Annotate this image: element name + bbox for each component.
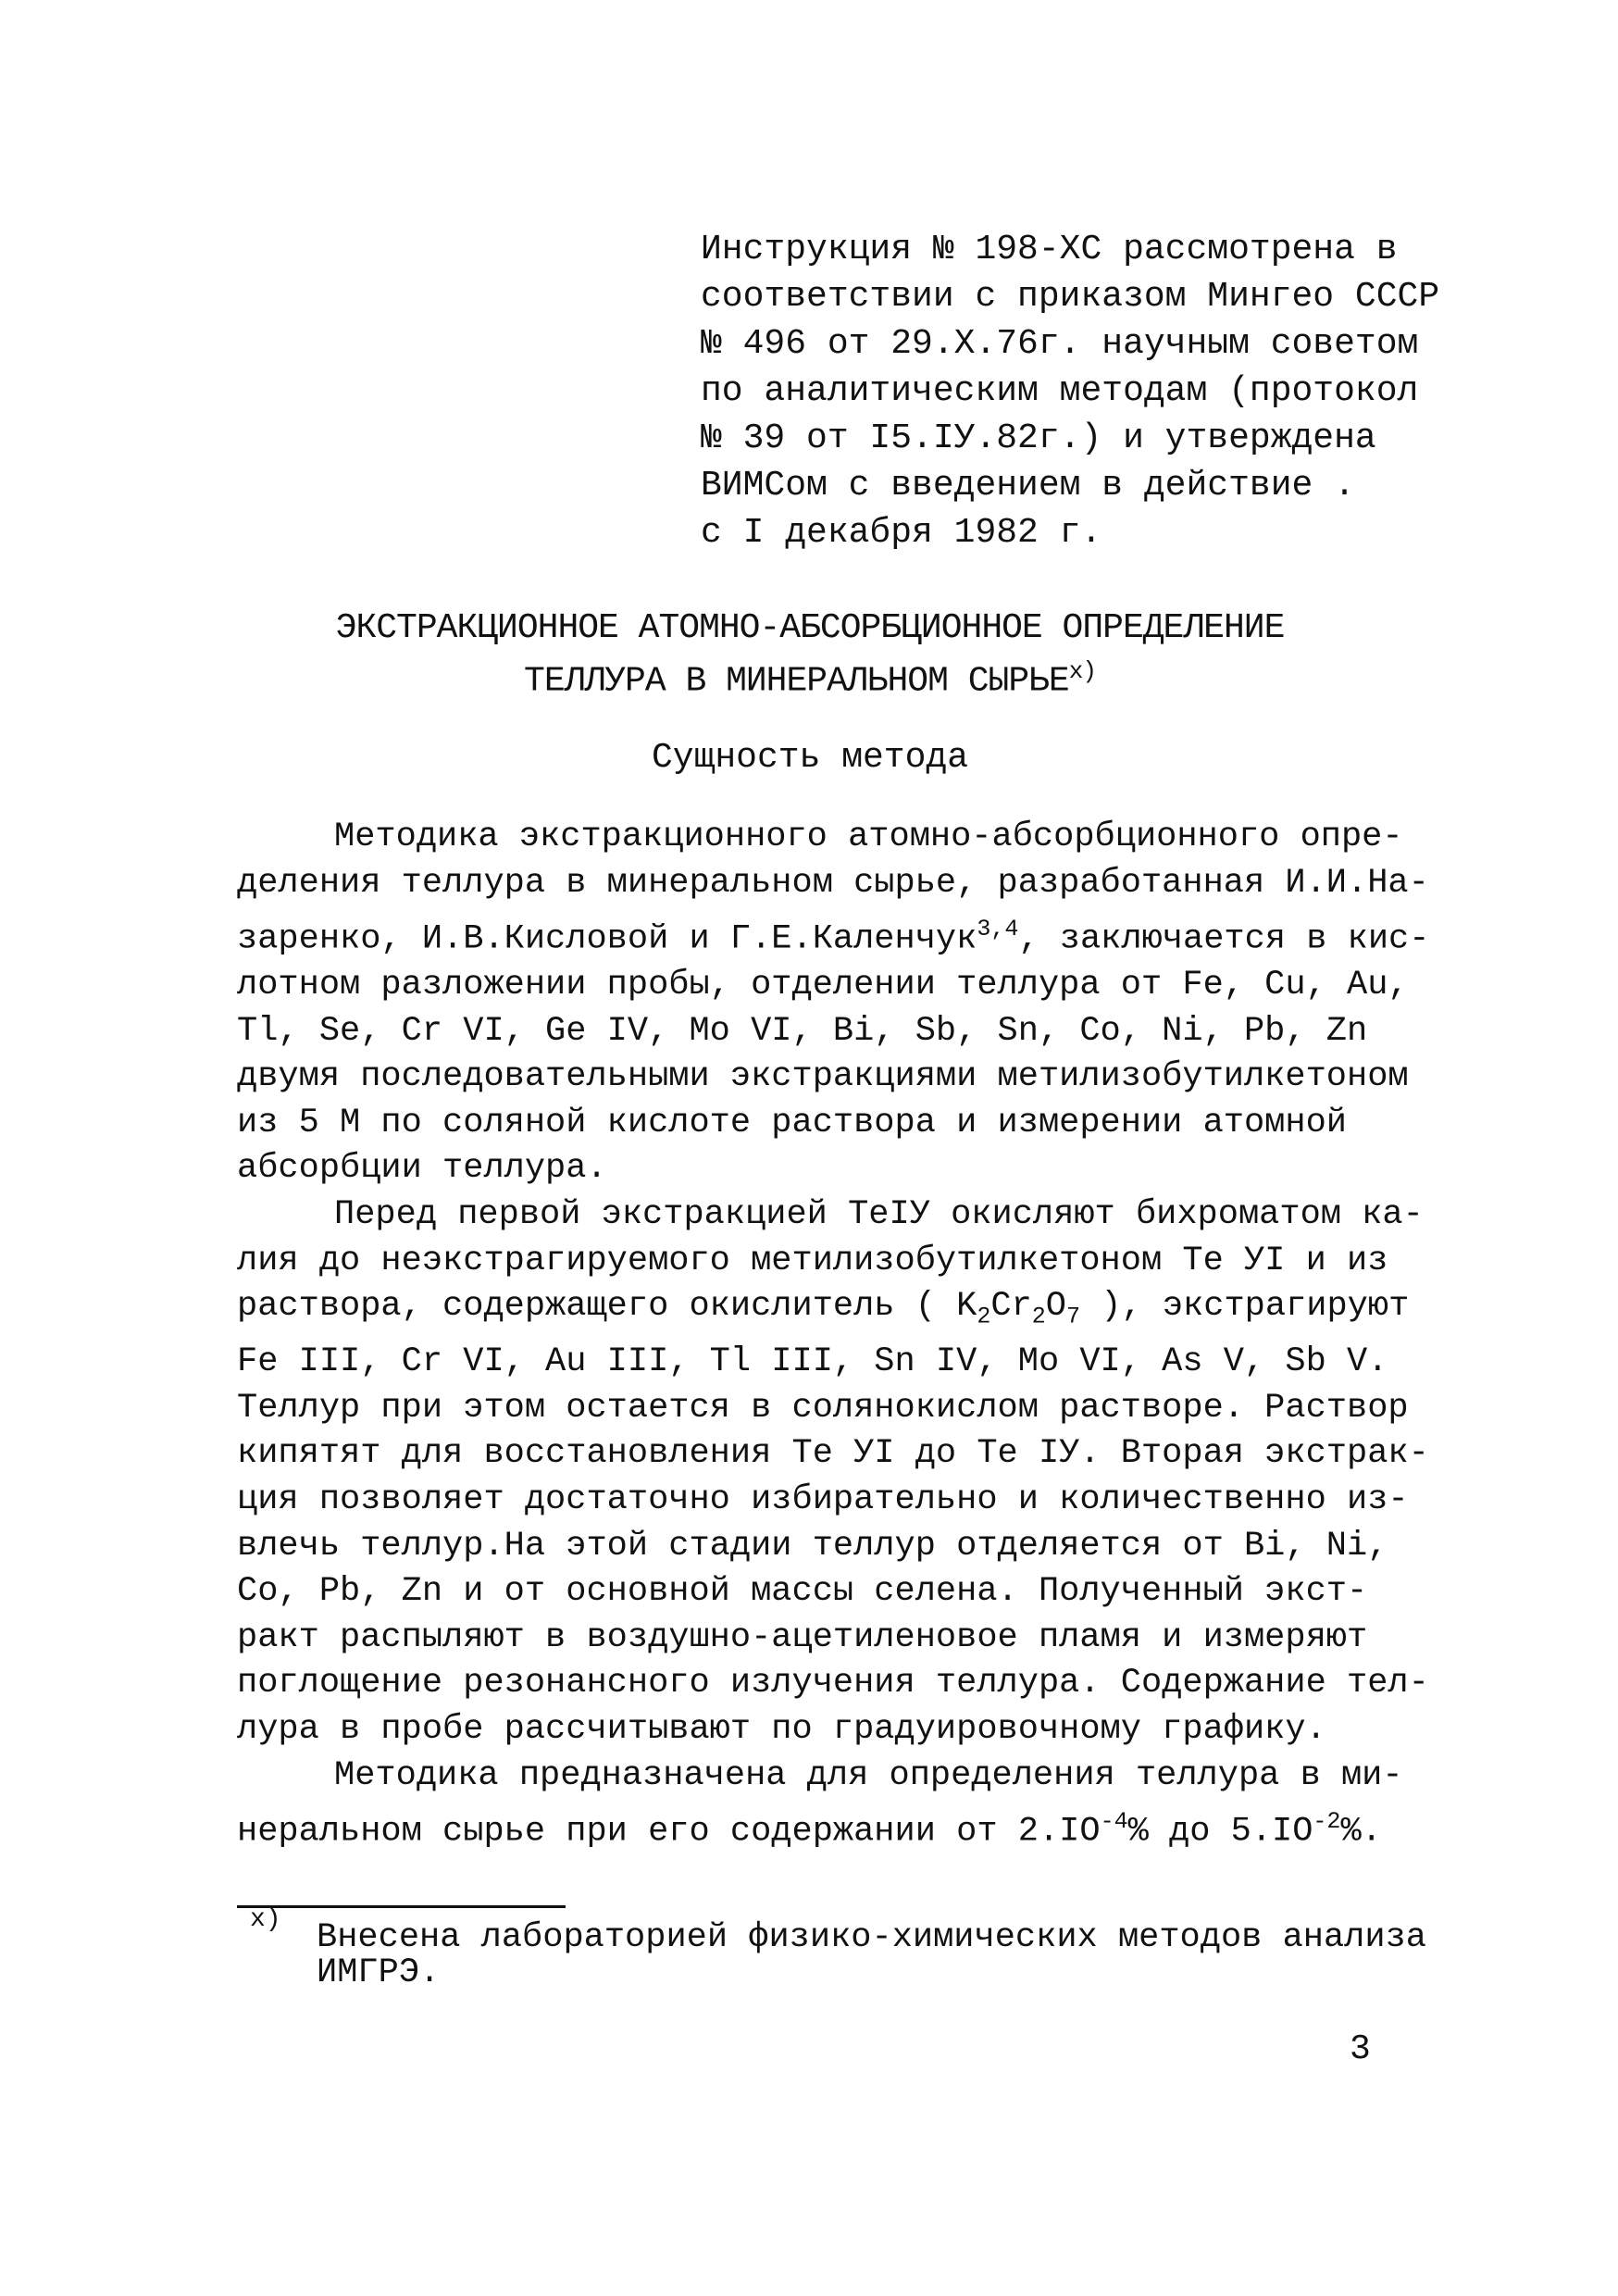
text-line: Tl, Se, Cr VI, Ge IV, Mo VI, Bi, Sb, Sn, Co, Ni, Pb, Zn	[237, 1011, 1368, 1051]
footnote-divider	[237, 1905, 566, 1908]
text-line: лотном разложении пробы, отделении теллура от Fe, Cu, Au,	[237, 966, 1409, 1005]
text-segment: , заключается в кис-	[1018, 919, 1430, 959]
document-title	[278, 607, 1342, 704]
text-segment: заренко, И.В.Кисловой и Г.Е.Каленчук	[237, 919, 977, 959]
footnote-line: ИМГРЭ.	[317, 1953, 441, 1992]
section-heading: Сущность метода	[651, 738, 969, 778]
text-line: Теллур при этом остается в солянокислом растворе. Раствор	[237, 1388, 1409, 1428]
paragraph-2	[237, 1192, 1429, 1753]
subscript: 7	[1066, 1303, 1081, 1330]
text-line	[237, 1284, 1410, 1340]
text-line: абсорбции теллура.	[237, 1149, 607, 1189]
body-text	[237, 815, 1430, 1855]
page-number: 3	[1350, 2029, 1371, 2069]
approval-line: по аналитическим методам (протокол	[701, 371, 1419, 411]
text-line: поглощение резонансного излучения теллура. Содержание тел-	[237, 1664, 1429, 1703]
text-line: деления теллура в минеральном сырье, разработанная И.И.На-	[237, 863, 1429, 903]
subscript: 2	[977, 1303, 991, 1330]
exponent: -2	[1313, 1808, 1341, 1836]
text-line: Методика предназначена для определения теллура в ми-	[334, 1755, 1403, 1795]
subscript: 2	[1031, 1303, 1046, 1330]
approval-line: Инструкция № 198-ХС рассмотрена в	[701, 230, 1398, 269]
text-segment: O	[1045, 1287, 1067, 1327]
text-segment: Cr	[990, 1287, 1032, 1327]
paragraph-3	[237, 1753, 1403, 1856]
footnote-text	[317, 1918, 1426, 1992]
text-line: лура в пробе рассчитывают по градуировочному графику.	[237, 1710, 1326, 1749]
title-footnote-mark: х)	[1068, 657, 1096, 685]
approval-line: ВИМСом с введением в действие .	[701, 466, 1355, 505]
approval-line: № 39 от I5.IУ.82г.) и утверждена	[701, 418, 1376, 458]
text-line: Co, Pb, Zn и от основной массы селена. Полученный экст-	[237, 1572, 1368, 1612]
text-line: Fe III, Cr VI, Au III, Tl III, Sn IV, Mo VI, As V, Sb V.	[237, 1342, 1388, 1382]
text-segment: %.	[1340, 1812, 1382, 1852]
footnote-marker: х)	[250, 1905, 281, 1934]
title-line-1: ЭКСТРАКЦИОННОЕ АТОМНО-АБСОРБЦИОННОЕ ОПРЕДЕЛЕНИЕ	[335, 608, 1285, 648]
paragraph-1	[237, 815, 1430, 1192]
text-line	[237, 906, 1430, 963]
text-line: ракт распыляют в воздушно-ацетиленовое пламя и измеряют	[237, 1617, 1368, 1657]
text-line: Перед первой экстракцией TeIУ окисляют бихроматом ка-	[334, 1195, 1424, 1235]
text-segment: ), экстрагируют	[1080, 1287, 1410, 1327]
text-segment: неральном сырье при его содержании от 2.IO	[237, 1812, 1101, 1852]
reference-mark: 3,4	[977, 916, 1019, 943]
text-line: кипятят для восстановления Te УI до Te IУ. Вторая экстрак-	[237, 1434, 1429, 1474]
text-segment: % до 5.IO	[1127, 1812, 1313, 1852]
exponent: -4	[1100, 1808, 1128, 1836]
text-line: Методика экстракционного атомно-абсорбционного опре-	[334, 817, 1403, 856]
text-line: влечь теллур.На этой стадии теллур отделяется от Bi, Ni,	[237, 1526, 1388, 1566]
text-line: лия до неэкстрагируемого метилизобутилкетоном Te УI и из	[237, 1241, 1388, 1280]
text-line: из 5 М по соляной кислоте раствора и измерении атомной	[237, 1103, 1347, 1142]
text-line: ция позволяет достаточно избирательно и количественно из-	[237, 1480, 1409, 1520]
approval-line: № 496 от 29.X.76г. научным советом	[701, 324, 1419, 364]
footnote-line: Внесена лабораторией физико-химических методов анализа	[317, 1918, 1426, 1957]
title-line-2	[278, 650, 1342, 704]
text-segment: раствора, содержащего окислитель ( K	[237, 1287, 977, 1327]
text-line: двумя последовательными экстракциями метилизобутилкетоном	[237, 1057, 1409, 1097]
title-line-2-text: ТЕЛЛУРА В МИНЕРАЛЬНОМ СЫРЬЕ	[524, 661, 1069, 702]
approval-line: с I декабря 1982 г.	[701, 513, 1102, 553]
text-line	[237, 1799, 1385, 1855]
approval-note	[701, 226, 1440, 556]
approval-line: соответствии с приказом Мингео СССР	[701, 277, 1440, 317]
